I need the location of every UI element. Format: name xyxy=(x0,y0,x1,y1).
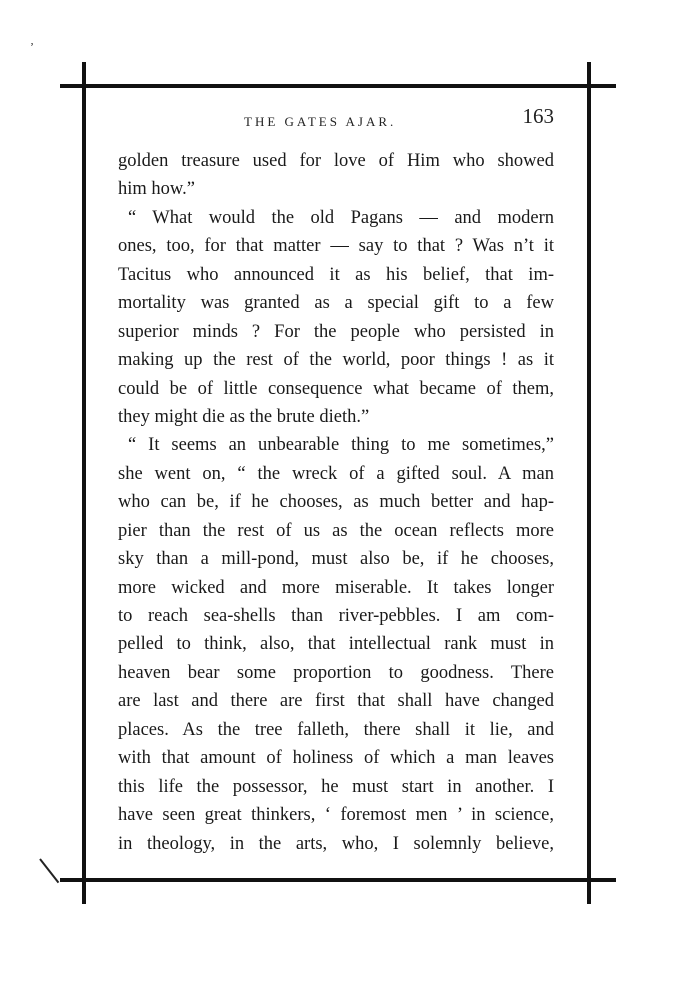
text-line: sky than a mill-pond, must also be, if he chooses, xyxy=(118,549,554,570)
text-line: are last and there are first that shall have changed xyxy=(118,691,554,712)
text-line: more wicked and more miserable. It takes longer xyxy=(118,577,554,598)
text-line: heaven bear some proportion to goodness. There xyxy=(118,662,554,683)
text-line: could be of little consequence what became of them, xyxy=(118,378,554,399)
text-line: pelled to think, also, that intellectual rank must in xyxy=(118,634,554,655)
text-line: places. As the tree falleth, there shall it lie, and xyxy=(118,719,554,740)
body-text xyxy=(118,147,554,858)
page-number: 163 xyxy=(522,104,554,128)
page-header xyxy=(118,104,554,136)
text-line: Tacitus who announced it as his belief, that im- xyxy=(118,264,554,285)
text-line: mortality was granted as a special gift to a few xyxy=(118,293,554,314)
border-left-rule xyxy=(82,62,86,904)
text-line: pier than the rest of us as the ocean reflects more xyxy=(118,520,554,541)
stray-ink-stroke xyxy=(39,858,59,883)
text-line: with that amount of holiness of which a man leaves xyxy=(118,748,554,769)
text-line: superior minds ? For the people who persisted in xyxy=(118,321,554,342)
text-line: this life the possessor, he must start in another. I xyxy=(118,776,554,797)
border-top-rule xyxy=(60,84,616,88)
text-line: making up the rest of the world, poor things ! as it xyxy=(118,350,554,371)
running-title: THE GATES AJAR. xyxy=(244,114,397,129)
text-line: ones, too, for that matter — say to that ? Was n’t it xyxy=(118,236,554,257)
text-line: in theology, in the arts, who, I solemnly believe, xyxy=(118,833,554,854)
text-line: “ It seems an unbearable thing to me sometimes,” xyxy=(128,435,554,456)
text-line: have seen great thinkers, ‘ foremost men ’ in science, xyxy=(118,805,554,826)
border-bottom-rule xyxy=(60,878,616,882)
text-line: they might die as the brute dieth.” xyxy=(118,406,370,427)
stray-ink-mark: ʼ xyxy=(30,40,34,54)
text-line: “ What would the old Pagans — and modern xyxy=(128,207,554,228)
border-right-rule xyxy=(587,62,591,904)
text-line: golden treasure used for love of Him who showed xyxy=(118,151,554,171)
text-line: she went on, “ the wreck of a gifted soul. A man xyxy=(118,463,554,484)
text-line: him how.” xyxy=(118,179,195,200)
text-line: to reach sea-shells than river-pebbles. I am com- xyxy=(118,606,554,626)
text-line: who can be, if he chooses, as much better and hap- xyxy=(118,492,554,513)
